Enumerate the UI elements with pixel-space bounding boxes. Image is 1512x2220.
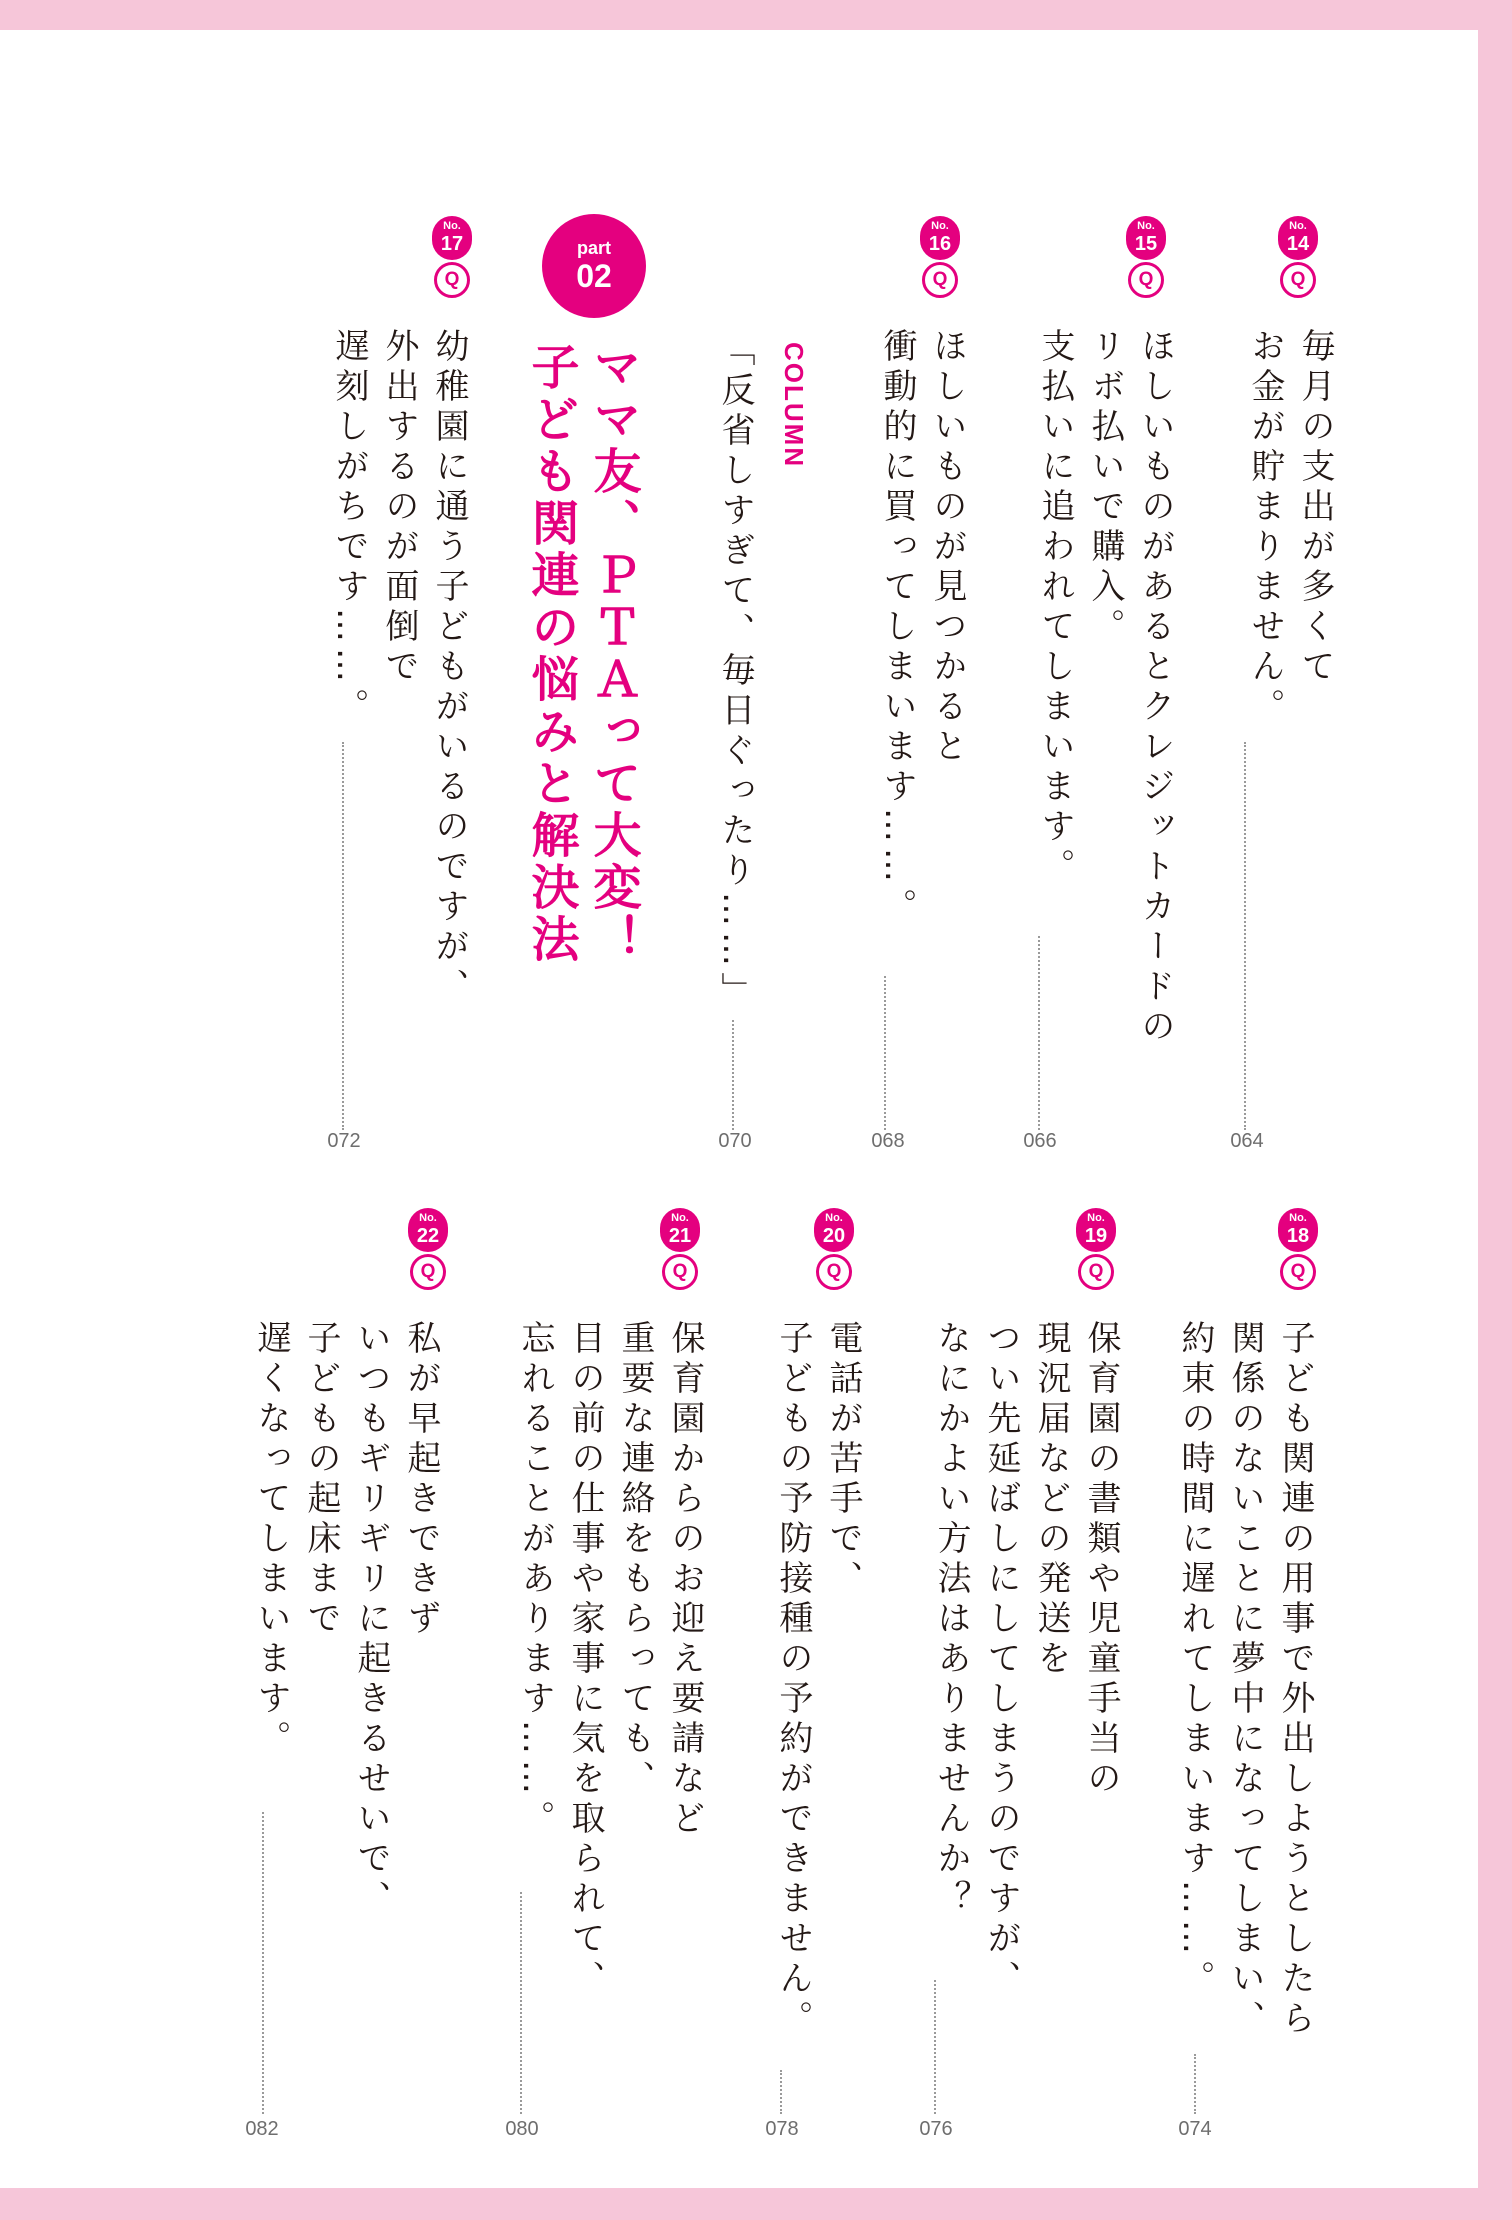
entry-line: 遅刻しがちです……。 <box>329 328 369 728</box>
q-icon: Q <box>922 262 958 298</box>
page-number: 070 <box>718 1130 752 1152</box>
question-badge: No. 22 Q <box>408 1208 448 1280</box>
page-number: 082 <box>245 2118 279 2140</box>
entry-line: いつもギリギリに起きるせいで、 <box>351 1320 391 1920</box>
entry-line: ほしいものが見つかると <box>927 328 967 768</box>
entry-number: 20 <box>822 1225 846 1247</box>
part-label: part <box>576 238 611 258</box>
page-number: 066 <box>1023 1130 1057 1152</box>
q-icon: Q <box>662 1254 698 1290</box>
q-icon: Q <box>1078 1254 1114 1290</box>
page-number: 074 <box>1178 2118 1212 2140</box>
q-icon: Q <box>1280 1254 1316 1290</box>
leader-dots <box>732 1020 736 1130</box>
toc-column[interactable] <box>710 332 810 1142</box>
part-badge <box>542 214 646 318</box>
entry-line: 子どもの起床まで <box>301 1320 341 1640</box>
question-badge: No. 20 Q <box>814 1208 854 1280</box>
entry-line: 現況届などの発送を <box>1031 1320 1071 1680</box>
entry-line: 子ども関連の用事で外出しようとしたら <box>1275 1320 1315 2040</box>
page-number: 076 <box>919 2118 953 2140</box>
no-label: No. <box>1289 220 1307 232</box>
page <box>0 30 1478 2188</box>
column-title: 「反省しすぎて、毎日ぐったり……」 <box>715 332 755 1012</box>
entry-line: 支払いに追われてしまいます。 <box>1035 328 1075 888</box>
part-title: ママ友、ＰＴＡって大変！ 子ども関連の悩みと解決法 <box>523 342 641 966</box>
entry-line: リボ払いで購入。 <box>1085 328 1125 648</box>
question-badge: No. 18 Q <box>1278 1208 1318 1280</box>
leader-dots <box>780 2070 784 2114</box>
entry-line: 衝動的に買ってしまいます……。 <box>877 328 917 928</box>
entry-number: 19 <box>1084 1225 1108 1247</box>
entry-line: 保育園の書類や児童手当の <box>1081 1320 1121 1800</box>
question-badge: No. 19 Q <box>1076 1208 1116 1280</box>
entry-number: 14 <box>1286 233 1310 255</box>
question-badge <box>1278 216 1318 288</box>
entry-number: 18 <box>1286 1225 1310 1247</box>
entry-number: 21 <box>668 1225 692 1247</box>
entry-number: 17 <box>440 233 464 255</box>
entry-line: 関係のないことに夢中になってしまい、 <box>1225 1320 1265 2040</box>
leader-dots <box>884 976 888 1130</box>
question-badge: No. 17 Q <box>432 216 472 288</box>
part-number: 02 <box>576 258 612 294</box>
entry-line: 外出するのが面倒で <box>379 328 419 688</box>
entry-line: 私が早起きできず <box>401 1320 441 1640</box>
leader-dots <box>1194 2054 1198 2114</box>
entry-number: 22 <box>416 1225 440 1247</box>
question-badge: No. 15 Q <box>1126 216 1166 288</box>
entry-number: 15 <box>1134 233 1158 255</box>
entry-line: 重要な連絡をもらっても、 <box>615 1320 655 1800</box>
question-badge: No. 16 Q <box>920 216 960 288</box>
leader-dots <box>520 1892 524 2114</box>
entry-number: 16 <box>928 233 952 255</box>
entry-line: 約束の時間に遅れてしまいます……。 <box>1175 1320 1215 2000</box>
leader-dots <box>1038 936 1042 1130</box>
page-number: 080 <box>505 2118 539 2140</box>
entry-line: ほしいものがあるとクレジットカードの <box>1135 328 1175 1048</box>
q-icon: Q <box>1280 262 1316 298</box>
entry-line: なにかよい方法はありませんか？ <box>931 1320 971 1920</box>
entry-line: 保育園からのお迎え要請など <box>665 1320 705 1840</box>
entry-line: 子どもの予防接種の予約ができません。 <box>773 1320 813 2040</box>
q-icon: Q <box>1128 262 1164 298</box>
entry-line: 目の前の仕事や家事に気を取られて、 <box>565 1320 605 2000</box>
leader-dots <box>262 1812 266 2114</box>
leader-dots <box>934 1980 938 2114</box>
page-number: 064 <box>1230 1130 1264 1152</box>
entry-line: 忘れることがあります……。 <box>515 1320 555 1840</box>
q-icon: Q <box>434 262 470 298</box>
leader-dots <box>1244 742 1248 1130</box>
page-number: 068 <box>871 1130 905 1152</box>
page-number: 078 <box>765 2118 799 2140</box>
entry-line: 電話が苦手で、 <box>823 1320 863 1600</box>
page-number: 072 <box>327 1130 361 1152</box>
entry-line: 毎月の支出が多くて <box>1295 328 1335 688</box>
entry-line: お金が貯まりません。 <box>1245 328 1285 728</box>
question-badge: No. 21 Q <box>660 1208 700 1280</box>
q-icon: Q <box>816 1254 852 1290</box>
column-label: COLUMN <box>779 342 809 469</box>
leader-dots <box>342 742 346 1130</box>
q-icon: Q <box>410 1254 446 1290</box>
entry-line: 幼稚園に通う子どもがいるのですが、 <box>429 328 469 1008</box>
entry-line: つい先延ばしにしてしまうのですが、 <box>981 1320 1021 2000</box>
entry-line: 遅くなってしまいます。 <box>251 1320 291 1760</box>
